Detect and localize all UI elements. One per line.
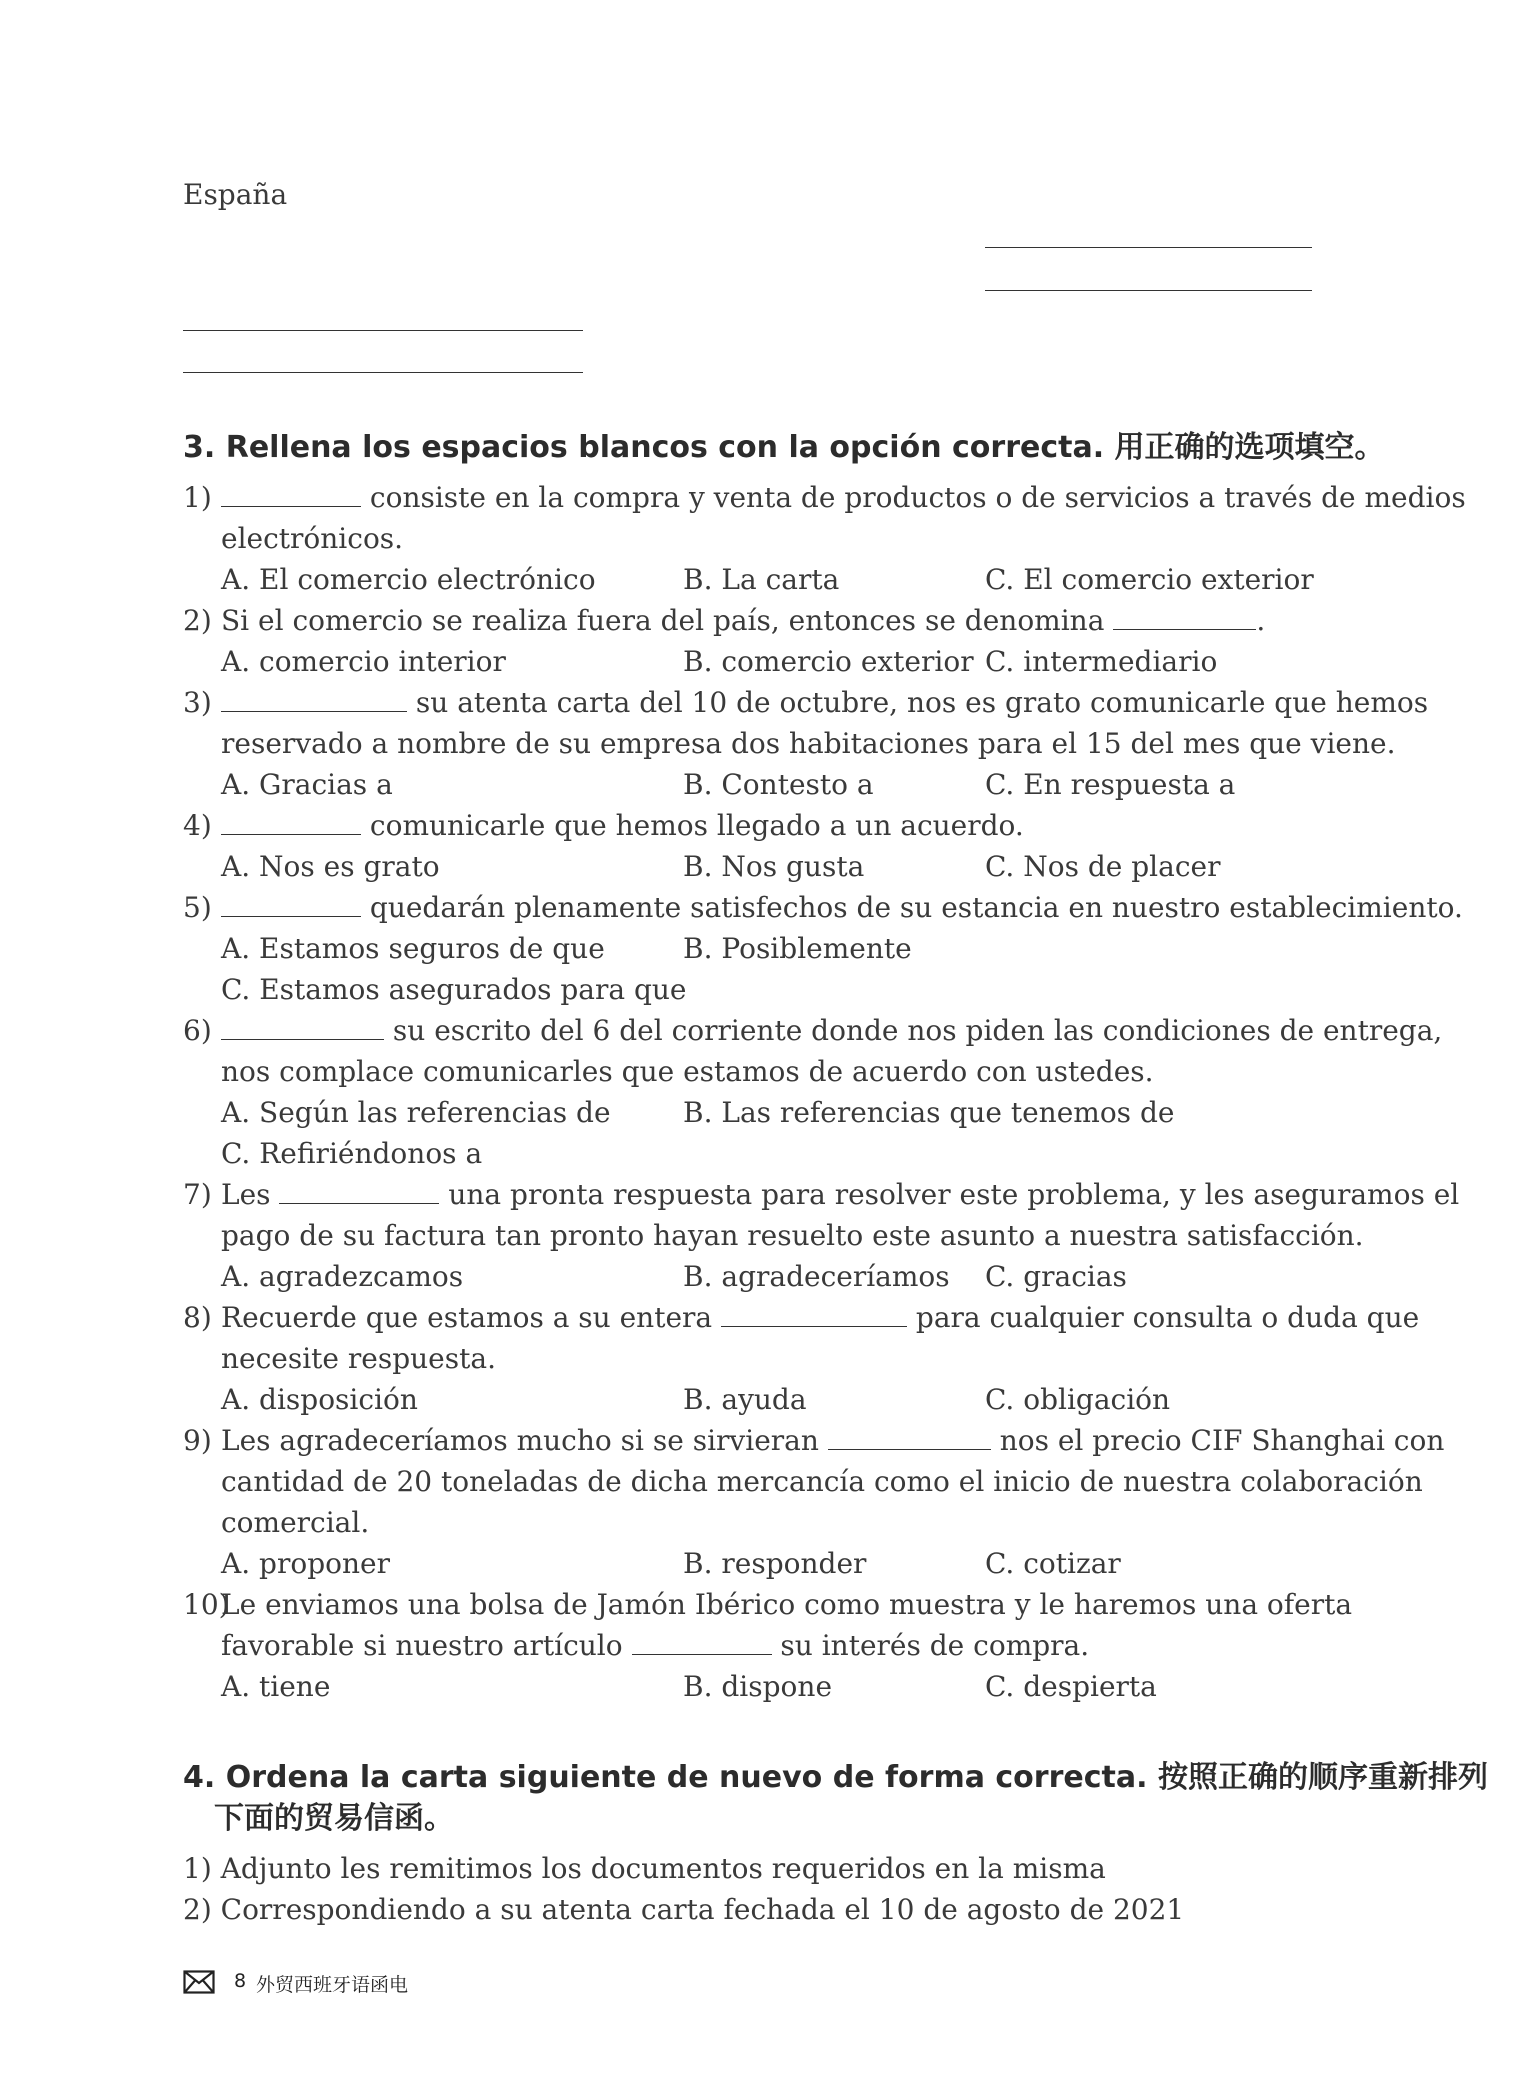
answer-blank bbox=[828, 1427, 991, 1450]
answer-blank bbox=[721, 1304, 907, 1327]
option-a: A. Gracias a bbox=[221, 768, 393, 801]
question-number: 10) bbox=[183, 1588, 230, 1621]
question-number: 6) bbox=[183, 1014, 212, 1047]
option-b: B. La carta bbox=[683, 563, 840, 596]
option-b: B. comercio exterior bbox=[683, 645, 974, 678]
blank-line bbox=[985, 290, 1312, 291]
question-line bbox=[221, 1014, 1443, 1047]
answer-blank bbox=[1113, 607, 1256, 630]
section-3-heading: 3. Rellena los espacios blancos con la opción correcta. 用正确的选项填空。 bbox=[183, 430, 1385, 465]
option-a: A. Estamos seguros de que bbox=[221, 932, 605, 965]
question-text: su atenta carta del 10 de octubre, nos es grato comunicarle que hemos bbox=[415, 686, 1429, 719]
question-line: comercial. bbox=[221, 1506, 370, 1539]
option-a: A. comercio interior bbox=[221, 645, 506, 678]
question-number: 8) bbox=[183, 1301, 212, 1334]
option-b: B. Las referencias que tenemos de bbox=[683, 1096, 1175, 1129]
option-b: B. Contesto a bbox=[683, 768, 874, 801]
question-text: Les agradeceríamos mucho si se sirvieran bbox=[221, 1424, 819, 1457]
question-line bbox=[221, 891, 1463, 924]
section-4-heading-continued: 下面的贸易信函。 bbox=[214, 1801, 454, 1836]
option-c: C. gracias bbox=[985, 1260, 1127, 1293]
question-line: necesite respuesta. bbox=[221, 1342, 496, 1375]
question-line bbox=[221, 1178, 1460, 1211]
blank-line bbox=[985, 247, 1312, 248]
question-line bbox=[221, 481, 1466, 514]
option-a: A. proponer bbox=[221, 1547, 390, 1580]
question-line bbox=[221, 686, 1429, 719]
list-item: 2) Correspondiendo a su atenta carta fechada el 10 de agosto de 2021 bbox=[183, 1893, 1185, 1926]
question-number: 9) bbox=[183, 1424, 212, 1457]
option-b: B. agradeceríamos bbox=[683, 1260, 950, 1293]
question-number: 5) bbox=[183, 891, 212, 924]
question-line: Le enviamos una bolsa de Jamón Ibérico como muestra y le haremos una oferta bbox=[221, 1588, 1353, 1621]
question-line: reservado a nombre de su empresa dos habitaciones para el 15 del mes que viene. bbox=[221, 727, 1396, 760]
question-line bbox=[221, 1424, 1445, 1457]
option-b: B. dispone bbox=[683, 1670, 833, 1703]
question-text: una pronta respuesta para resolver este problema, y les aseguramos el bbox=[448, 1178, 1460, 1211]
question-text: favorable si nuestro artículo bbox=[221, 1629, 623, 1662]
option-c: C. intermediario bbox=[985, 645, 1218, 678]
question-text: Recuerde que estamos a su entera bbox=[221, 1301, 713, 1334]
answer-blank bbox=[221, 689, 407, 712]
option-a: A. Nos es grato bbox=[221, 850, 440, 883]
option-a: A. agradezcamos bbox=[221, 1260, 464, 1293]
book-title: 外贸西班牙语函电 bbox=[256, 1974, 409, 1996]
option-b: B. responder bbox=[683, 1547, 867, 1580]
option-b: B. Posiblemente bbox=[683, 932, 912, 965]
question-number: 2) bbox=[183, 604, 212, 637]
country-label: España bbox=[183, 178, 288, 211]
answer-blank bbox=[221, 812, 361, 835]
question-line bbox=[221, 1301, 1420, 1334]
option-b: B. Nos gusta bbox=[683, 850, 865, 883]
blank-line bbox=[183, 330, 583, 331]
question-text: su escrito del 6 del corriente donde nos piden las condiciones de entrega, bbox=[392, 1014, 1443, 1047]
question-number: 3) bbox=[183, 686, 212, 719]
blank-line bbox=[183, 372, 583, 373]
question-line: nos complace comunicarles que estamos de acuerdo con ustedes. bbox=[221, 1055, 1154, 1088]
question-text: Si el comercio se realiza fuera del país, entonces se denomina bbox=[221, 604, 1105, 637]
option-c: C. obligación bbox=[985, 1383, 1171, 1416]
option-c: C. Refiriéndonos a bbox=[221, 1137, 483, 1170]
question-number: 4) bbox=[183, 809, 212, 842]
question-line bbox=[221, 604, 1265, 637]
question-text: para cualquier consulta o duda que bbox=[915, 1301, 1420, 1334]
option-c: C. Estamos asegurados para que bbox=[221, 973, 687, 1006]
question-line bbox=[221, 1629, 1089, 1662]
question-text: su interés de compra. bbox=[780, 1629, 1090, 1662]
question-text: Les bbox=[221, 1178, 271, 1211]
question-text: quedarán plenamente satisfechos de su estancia en nuestro establecimiento. bbox=[369, 891, 1463, 924]
question-text: nos el precio CIF Shanghai con bbox=[999, 1424, 1445, 1457]
option-c: C. El comercio exterior bbox=[985, 563, 1314, 596]
option-a: A. El comercio electrónico bbox=[221, 563, 596, 596]
envelope-icon bbox=[183, 1970, 215, 1994]
section-4-heading: 4. Ordena la carta siguiente de nuevo de forma correcta. 按照正确的顺序重新排列 bbox=[183, 1760, 1488, 1795]
question-line: cantidad de 20 toneladas de dicha mercancía como el inicio de nuestra colaboración bbox=[221, 1465, 1423, 1498]
answer-blank bbox=[632, 1632, 772, 1655]
page-number: 8 bbox=[234, 1970, 247, 1992]
option-a: A. tiene bbox=[221, 1670, 331, 1703]
question-text: comunicarle que hemos llegado a un acuerdo. bbox=[369, 809, 1024, 842]
option-c: C. cotizar bbox=[985, 1547, 1121, 1580]
answer-blank bbox=[221, 484, 361, 507]
question-line: electrónicos. bbox=[221, 522, 404, 555]
option-c: C. despierta bbox=[985, 1670, 1157, 1703]
option-c: C. En respuesta a bbox=[985, 768, 1236, 801]
question-line: pago de su factura tan pronto hayan resuelto este asunto a nuestra satisfacción. bbox=[221, 1219, 1364, 1252]
option-c: C. Nos de placer bbox=[985, 850, 1221, 883]
option-a: A. Según las referencias de bbox=[221, 1096, 611, 1129]
option-a: A. disposición bbox=[221, 1383, 418, 1416]
question-text: consiste en la compra y venta de productos o de servicios a través de medios bbox=[369, 481, 1466, 514]
question-number: 1) bbox=[183, 481, 212, 514]
question-text: . bbox=[1256, 604, 1266, 637]
answer-blank bbox=[221, 894, 361, 917]
question-number: 7) bbox=[183, 1178, 212, 1211]
answer-blank bbox=[221, 1017, 384, 1040]
answer-blank bbox=[279, 1181, 439, 1204]
list-item: 1) Adjunto les remitimos los documentos requeridos en la misma bbox=[183, 1852, 1106, 1885]
question-line bbox=[221, 809, 1024, 842]
option-b: B. ayuda bbox=[683, 1383, 807, 1416]
